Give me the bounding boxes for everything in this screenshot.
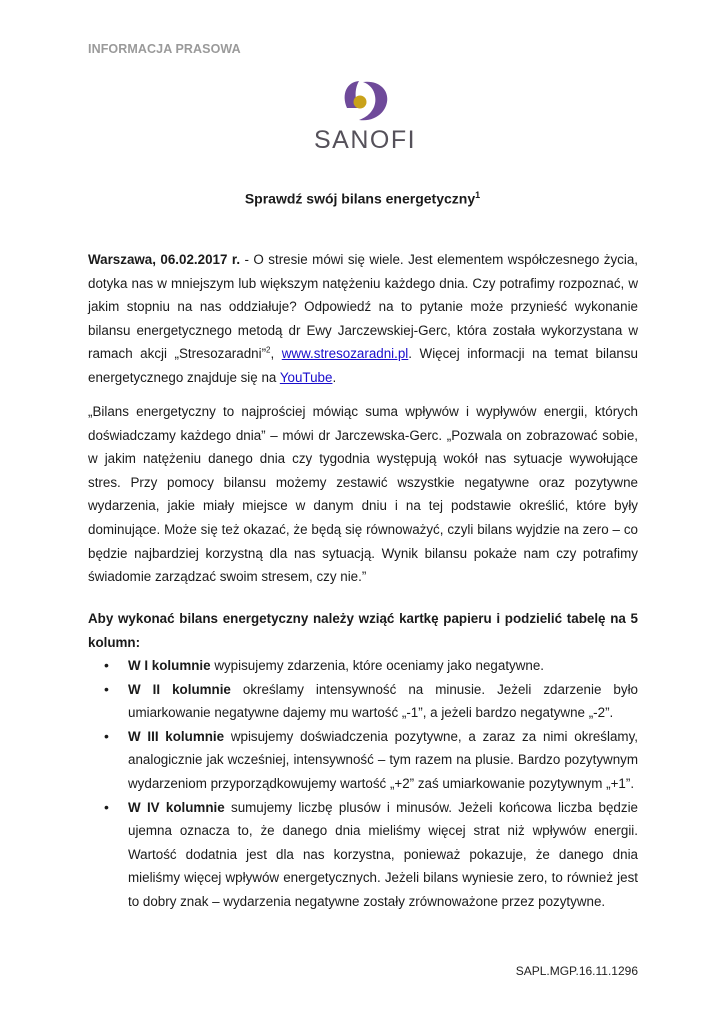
list-item [88, 796, 638, 914]
intro-end: . [332, 369, 337, 385]
dateline: Warszawa, 06.02.2017 r. [88, 252, 241, 267]
column-name: W III kolumnie [128, 728, 225, 744]
document-title [0, 190, 725, 207]
column-text: wpisujemy doświadczenia pozytywne, a zaraz za nimi określamy, analogicznie jak wcześniej, intensywność – tym razem na plusie. Bardzo pozytywnym wydarzeniom przyporządkowujemy wartość „+2” zaś umiarkowanie pozytywnym „+1”. [128, 728, 638, 791]
title-footnote: 1 [475, 190, 481, 200]
instructions-heading: Aby wykonać bilans energetyczny należy wziąć kartkę papieru i podzielić tabelę na 5 kolumn: [88, 611, 638, 650]
sanofi-logo [314, 78, 417, 158]
bullet-icon: • [104, 727, 109, 744]
intro-footnote: 2 [266, 345, 271, 355]
list-item [88, 654, 638, 678]
bullet-icon: • [104, 680, 109, 697]
bullet-icon: • [104, 657, 109, 673]
columns-list [88, 654, 638, 914]
list-item [88, 725, 638, 796]
bullet-icon: • [104, 798, 109, 815]
intro-separator: , [270, 346, 282, 362]
column-text: wypisujemy zdarzenia, które oceniamy jako negatywne. [210, 658, 545, 673]
stresozaradni-link[interactable]: www.stresozaradni.pl [281, 346, 409, 362]
sanofi-logo-mark-icon [337, 78, 391, 124]
title-text: Sprawdź swój bilans energetyczny [244, 190, 476, 207]
intro-text-more: . Więcej informacji na temat bilansu energetycznego znajduje się na [88, 346, 638, 385]
column-text: sumujemy liczbę plusów i minusów. Jeżeli końcowa liczba będzie ujemna oznacza to, że danego dnia mieliśmy więcej strat niż wpływów energii. Wartość dodatnia jest dla nas korzystna, ponieważ pokazuje, że danego dnia mieliśmy więcej wpływów energetycznych. Jeżeli bilans wyniesie zero, to również jest to dobry znak – wydarzenia negatywne zostały zrównoważone przez pozytywne. [128, 799, 638, 909]
list-item [88, 678, 638, 725]
intro-text: - O stresie mówi się wiele. Jest elementem współczesnego życia, dotyka nas w mniejszym lub większym natężeniu każdego dnia. Czy potrafimy rozpoznać, w jakim stopniu na nas oddziałuje? Odpowiedź na to pytanie może przynieść wykonanie bilansu energetycznego metodą dr Ewy Jarczewskiej-Gerc, która została wykorzystana w ramach akcji „Stresozaradni” [88, 252, 639, 362]
quote-paragraph: „Bilans energetyczny to najprościej mówiąc suma wpływów i wypływów energii, których doświadczamy każdego dnia” – mówi dr Jarczewska-Gerc. „Pozwala on zobrazować sobie, w jakim natężeniu danego dnia czy tygodnia występują wokół nas sytuacje wywołujące stres. Przy pomocy bilansu możemy zestawić wszystkie negatywne oraz pozytywne wydarzenia, jakie miały miejsce w danym dniu i na tej podstawie określić, które były dominujące. Może się też okazać, że będą się równoważyć, czyli bilans wyjdzie na zero – co będzie najbardziej korzystną dla nas sytuacją. Wynik bilansu pokaże nam czy potrafimy świadomie zarządzać swoim stresem, czy nie.” [88, 404, 638, 585]
press-release-label: INFORMACJA PRASOWA [88, 42, 241, 56]
column-name: W I kolumnie [128, 658, 211, 673]
sanofi-wordmark: SANOFI [314, 126, 417, 154]
youtube-link[interactable]: YouTube [279, 369, 333, 385]
column-text: określamy intensywność na minusie. Jeżeli zdarzenie było umiarkowanie negatywne dajemy mu wartość „-1”, a jeżeli bardzo negatywne „-2”. [128, 681, 638, 721]
column-name: W II kolumnie [128, 681, 231, 697]
column-name: W IV kolumnie [128, 799, 225, 815]
intro-paragraph [88, 248, 638, 390]
document-code: SAPL.MGP.16.11.1296 [515, 964, 638, 978]
